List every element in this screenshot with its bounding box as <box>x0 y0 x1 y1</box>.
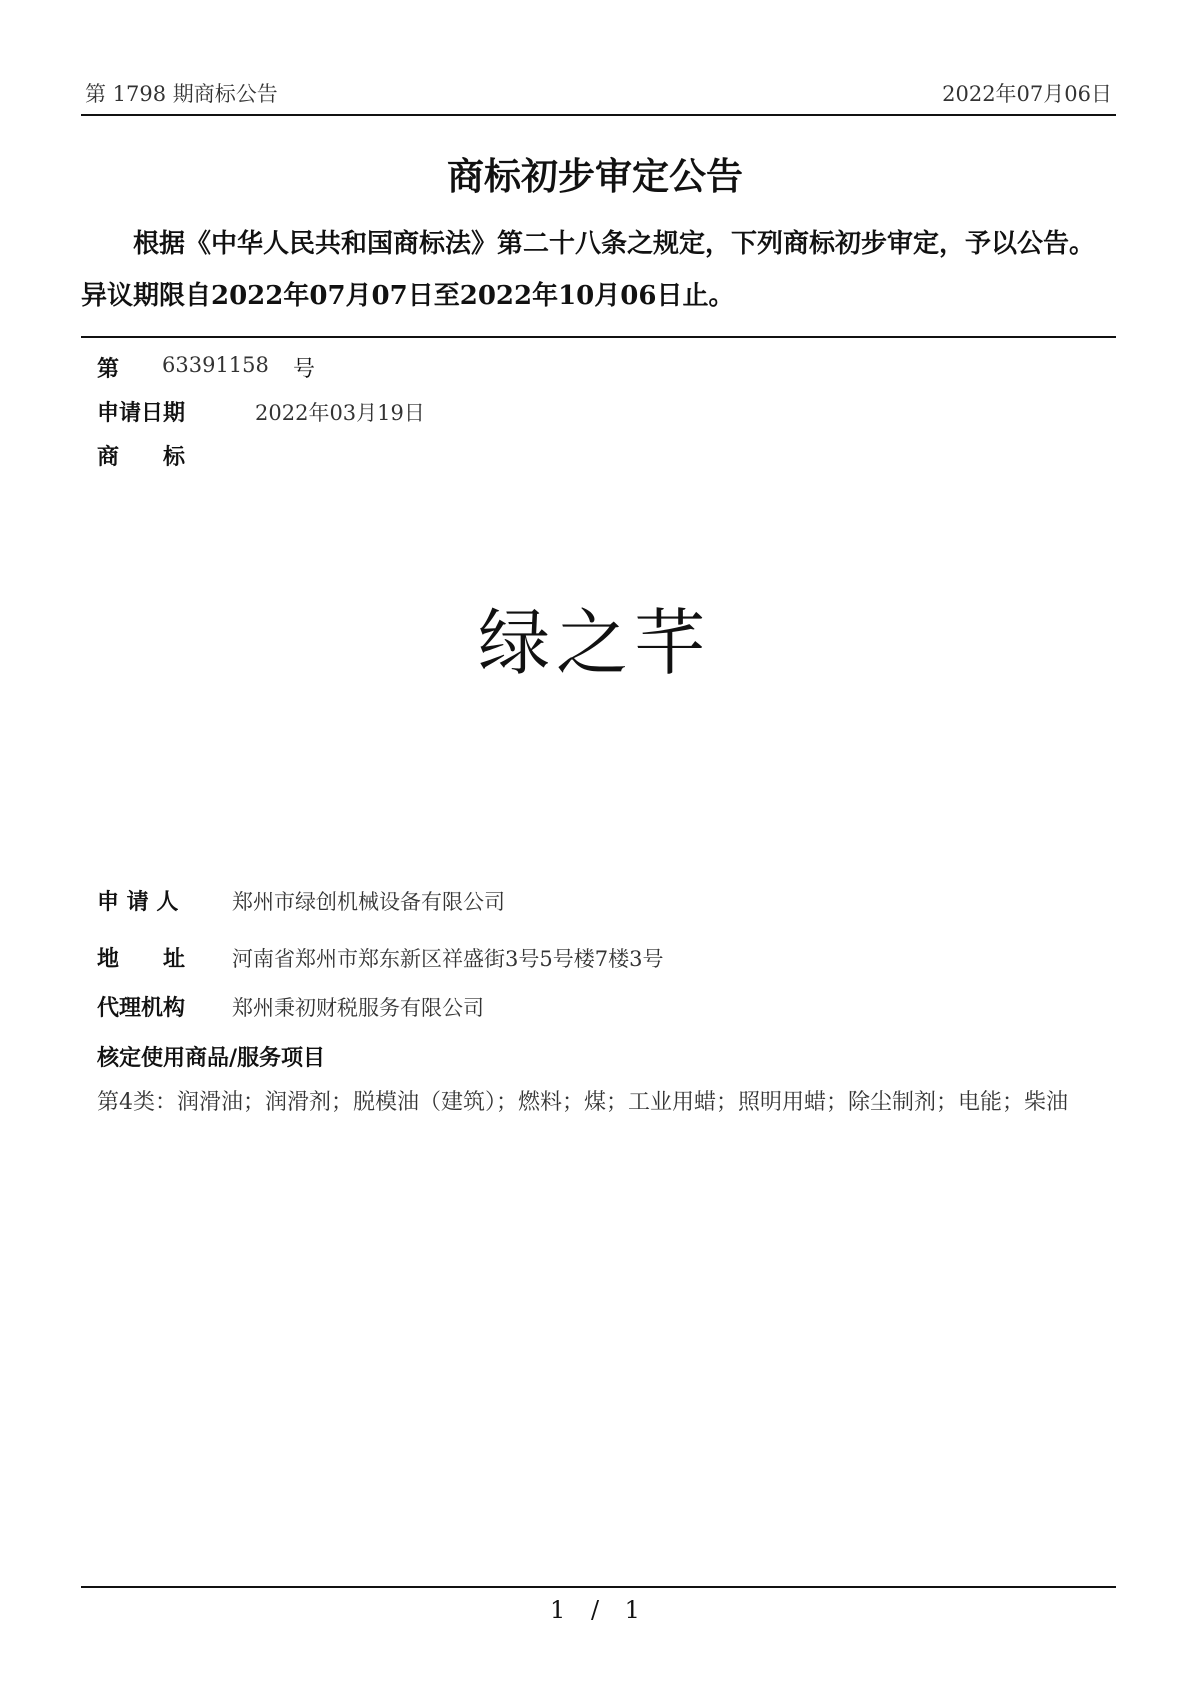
header-divider <box>81 114 1116 116</box>
applicant-label: 申 请 人 <box>97 889 179 915</box>
intro-text: 根据《中华人民共和国商标法》第二十八条之规定，下列商标初步审定，予以公告。异议期限自2022年07月07日至2022年10月06日止。 <box>81 229 1096 311</box>
announcement-intro <box>81 218 1116 322</box>
issue-number: 第 1798 期商标公告 <box>85 82 278 106</box>
applicant-name: 郑州市绿创机械设备有限公司 <box>232 890 505 914</box>
intro-divider <box>81 336 1116 338</box>
applicant-address: 河南省郑州市郑东新区祥盛街3号5号楼7楼3号 <box>232 947 664 971</box>
address-label: 地 址 <box>97 946 186 972</box>
page-title: 商标初步审定公告 <box>447 154 743 198</box>
agency-label: 代理机构 <box>97 995 186 1021</box>
issue-date: 2022年07月06日 <box>942 82 1112 106</box>
apply-date-label: 申请日期 <box>97 400 186 426</box>
goods-list: 第4类：润滑油；润滑剂；脱模油（建筑）；燃料；煤；工业用蜡；照明用蜡；除尘制剂；电能；柴油 <box>97 1090 1069 1115</box>
footer-divider <box>81 1586 1116 1588</box>
apply-date: 2022年03月19日 <box>255 401 425 425</box>
page-indicator: 1 / 1 <box>550 1596 640 1624</box>
number-suffix: 号 <box>293 357 316 382</box>
number-prefix: 第 <box>97 356 120 382</box>
trademark-text: 绿之芊 <box>477 601 712 685</box>
agency-name: 郑州秉初财税服务有限公司 <box>232 996 484 1020</box>
goods-label: 核定使用商品/服务项目 <box>97 1045 326 1071</box>
registration-number: 63391158 <box>162 353 269 377</box>
mark-label: 商 标 <box>97 444 186 470</box>
